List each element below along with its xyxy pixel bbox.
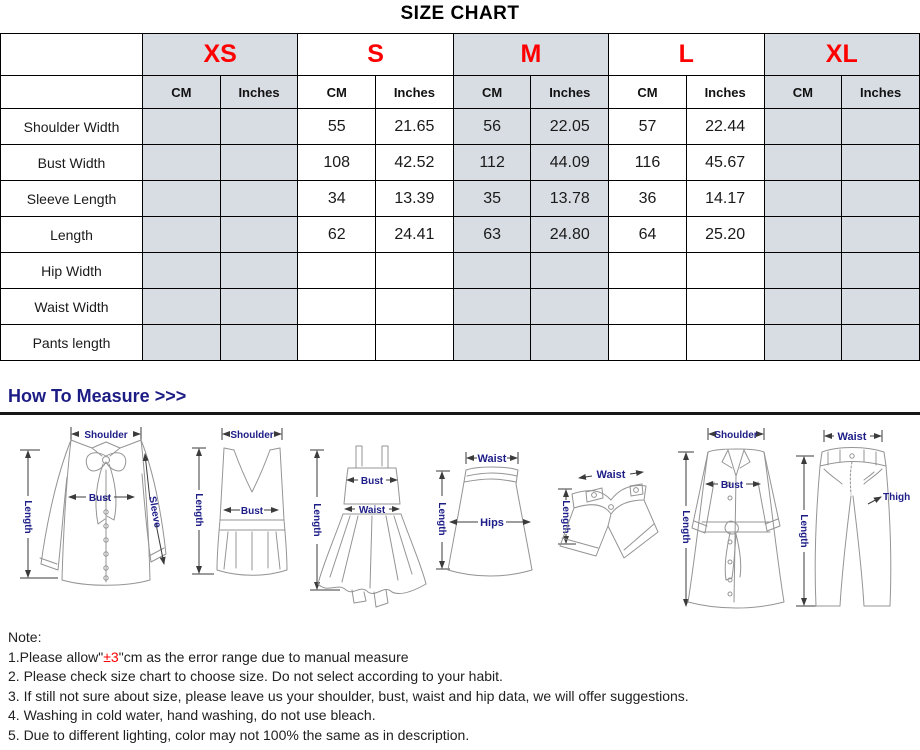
- figure-shorts: [558, 469, 658, 558]
- size-cell: 24.41: [376, 217, 454, 253]
- unit-header: Inches: [376, 76, 454, 109]
- size-cell: [609, 253, 687, 289]
- size-cell: [453, 325, 531, 361]
- svg-text:Shoulder: Shoulder: [84, 430, 128, 441]
- svg-text:Sleeve: Sleeve: [146, 495, 163, 529]
- table-row: [1, 109, 920, 145]
- size-cell: 25.20: [686, 217, 764, 253]
- unit-header: CM: [298, 76, 376, 109]
- size-cell: [376, 289, 454, 325]
- table-row: [1, 145, 920, 181]
- figure-pants: [796, 430, 910, 606]
- size-cell: 62: [298, 217, 376, 253]
- size-cell: [764, 289, 842, 325]
- size-cell: 57: [609, 109, 687, 145]
- size-cell: 24.80: [531, 217, 609, 253]
- svg-text:Hips: Hips: [480, 517, 504, 529]
- size-cell: [764, 217, 842, 253]
- corner-cell: [1, 34, 143, 76]
- corner-cell: [1, 76, 143, 109]
- size-cell: [609, 289, 687, 325]
- size-cell: 35: [453, 181, 531, 217]
- figure-coat: [678, 428, 784, 608]
- size-cell: [764, 109, 842, 145]
- size-cell: 14.17: [686, 181, 764, 217]
- table-row: [1, 217, 920, 253]
- unit-header: CM: [143, 76, 221, 109]
- svg-text:Bust: Bust: [240, 506, 264, 517]
- size-header-xl: XL: [764, 34, 920, 76]
- notes-heading: Note:: [8, 629, 42, 645]
- divider-line: [0, 412, 920, 415]
- note-line: 4. Washing in cold water, hand washing, do not use bleach.: [8, 707, 376, 723]
- table-row: [1, 253, 920, 289]
- size-cell: [686, 325, 764, 361]
- svg-text:Bust: Bust: [720, 480, 744, 491]
- row-label: Hip Width: [1, 253, 143, 289]
- size-cell: [143, 289, 221, 325]
- table-row: [1, 181, 920, 217]
- size-cell: [764, 253, 842, 289]
- size-cell: 22.44: [686, 109, 764, 145]
- size-cell: [531, 253, 609, 289]
- unit-header: Inches: [686, 76, 764, 109]
- size-cell: [143, 145, 221, 181]
- size-cell: [143, 109, 221, 145]
- unit-header: CM: [453, 76, 531, 109]
- size-header-s: S: [298, 34, 453, 76]
- note-line: 5. Due to different lighting, color may not 100% the same as in description.: [8, 726, 470, 743]
- size-cell: [143, 325, 221, 361]
- size-cell: [220, 109, 298, 145]
- size-cell: [453, 253, 531, 289]
- size-cell: 13.78: [531, 181, 609, 217]
- size-cell: [220, 289, 298, 325]
- svg-text:Waist: Waist: [837, 431, 867, 443]
- table-row: [1, 325, 920, 361]
- svg-text:Length: Length: [311, 503, 322, 537]
- size-cell: [143, 217, 221, 253]
- size-cell: [686, 289, 764, 325]
- size-cell: [298, 289, 376, 325]
- row-label: Shoulder Width: [1, 109, 143, 145]
- size-cell: [609, 325, 687, 361]
- svg-text:Bust: Bust: [88, 493, 112, 504]
- size-cell: [220, 145, 298, 181]
- figure-skirt: [436, 452, 532, 576]
- size-cell: 63: [453, 217, 531, 253]
- svg-text:Bust: Bust: [360, 476, 384, 487]
- figure-dress: [310, 446, 426, 607]
- svg-text:Shoulder: Shoulder: [714, 430, 758, 441]
- size-cell: [686, 253, 764, 289]
- size-cell: 116: [609, 145, 687, 181]
- note-line: 1.Please allow"±3"cm as the error range due to manual measure: [8, 648, 409, 665]
- row-label: Sleeve Length: [1, 181, 143, 217]
- size-cell: [143, 181, 221, 217]
- svg-text:Waist: Waist: [358, 505, 386, 516]
- svg-text:Length: Length: [436, 502, 447, 536]
- size-cell: [842, 109, 920, 145]
- notes: [0, 620, 920, 745]
- size-cell: [842, 145, 920, 181]
- size-cell: [531, 325, 609, 361]
- size-cell: [764, 145, 842, 181]
- size-chart-table: [0, 33, 920, 361]
- size-cell: [220, 181, 298, 217]
- note-line: 3. If still not sure about size, please leave us your shoulder, bust, waist and hip data, we will offer suggestions.: [8, 687, 689, 704]
- size-table-body: [1, 109, 920, 361]
- size-cell: 64: [609, 217, 687, 253]
- size-cell: [143, 253, 221, 289]
- unit-header: Inches: [842, 76, 920, 109]
- table-row: [1, 289, 920, 325]
- svg-text:Length: Length: [680, 510, 691, 544]
- size-cell: 108: [298, 145, 376, 181]
- size-cell: [764, 325, 842, 361]
- row-label: Pants length: [1, 325, 143, 361]
- size-cell: 55: [298, 109, 376, 145]
- size-cell: [842, 217, 920, 253]
- figure-tank-top: [192, 428, 287, 575]
- size-cell: [376, 253, 454, 289]
- size-cell: [842, 289, 920, 325]
- size-cell: 56: [453, 109, 531, 145]
- size-header-row: [1, 34, 920, 76]
- size-cell: [220, 325, 298, 361]
- size-cell: [220, 253, 298, 289]
- size-cell: [298, 325, 376, 361]
- measure-figures: [0, 422, 920, 620]
- how-to-measure-heading: How To Measure >>>: [8, 386, 187, 406]
- size-cell: [531, 289, 609, 325]
- svg-text:Length: Length: [798, 514, 809, 548]
- svg-text:Length: Length: [193, 493, 204, 527]
- unit-header: CM: [609, 76, 687, 109]
- size-header-xs: XS: [143, 34, 298, 76]
- note-line: 2. Please check size chart to choose size. Do not select according to your habit.: [8, 668, 503, 684]
- size-cell: [220, 217, 298, 253]
- size-cell: 42.52: [376, 145, 454, 181]
- svg-text:Thigh: Thigh: [883, 492, 911, 503]
- size-header-m: M: [453, 34, 608, 76]
- size-cell: 22.05: [531, 109, 609, 145]
- size-cell: [842, 253, 920, 289]
- size-cell: [764, 181, 842, 217]
- size-cell: 34: [298, 181, 376, 217]
- unit-header: Inches: [220, 76, 298, 109]
- svg-text:Length: Length: [560, 500, 571, 534]
- svg-text:Length: Length: [22, 500, 33, 534]
- svg-text:Waist: Waist: [477, 453, 507, 465]
- size-cell: 21.65: [376, 109, 454, 145]
- svg-text:Shoulder: Shoulder: [230, 430, 274, 441]
- figure-blouse: [20, 427, 166, 585]
- size-header-l: L: [609, 34, 764, 76]
- error-range-value: ±3: [103, 648, 119, 665]
- size-cell: 36: [609, 181, 687, 217]
- size-cell: 45.67: [686, 145, 764, 181]
- unit-header: Inches: [531, 76, 609, 109]
- size-cell: [842, 325, 920, 361]
- size-cell: [842, 181, 920, 217]
- size-cell: [376, 325, 454, 361]
- size-cell: 112: [453, 145, 531, 181]
- unit-header-row: [1, 76, 920, 109]
- svg-text:Waist: Waist: [596, 469, 626, 481]
- size-cell: [453, 289, 531, 325]
- unit-header: CM: [764, 76, 842, 109]
- size-cell: 44.09: [531, 145, 609, 181]
- row-label: Bust Width: [1, 145, 143, 181]
- row-label: Length: [1, 217, 143, 253]
- size-cell: 13.39: [376, 181, 454, 217]
- row-label: Waist Width: [1, 289, 143, 325]
- size-cell: [298, 253, 376, 289]
- page-title: SIZE CHART: [400, 3, 520, 24]
